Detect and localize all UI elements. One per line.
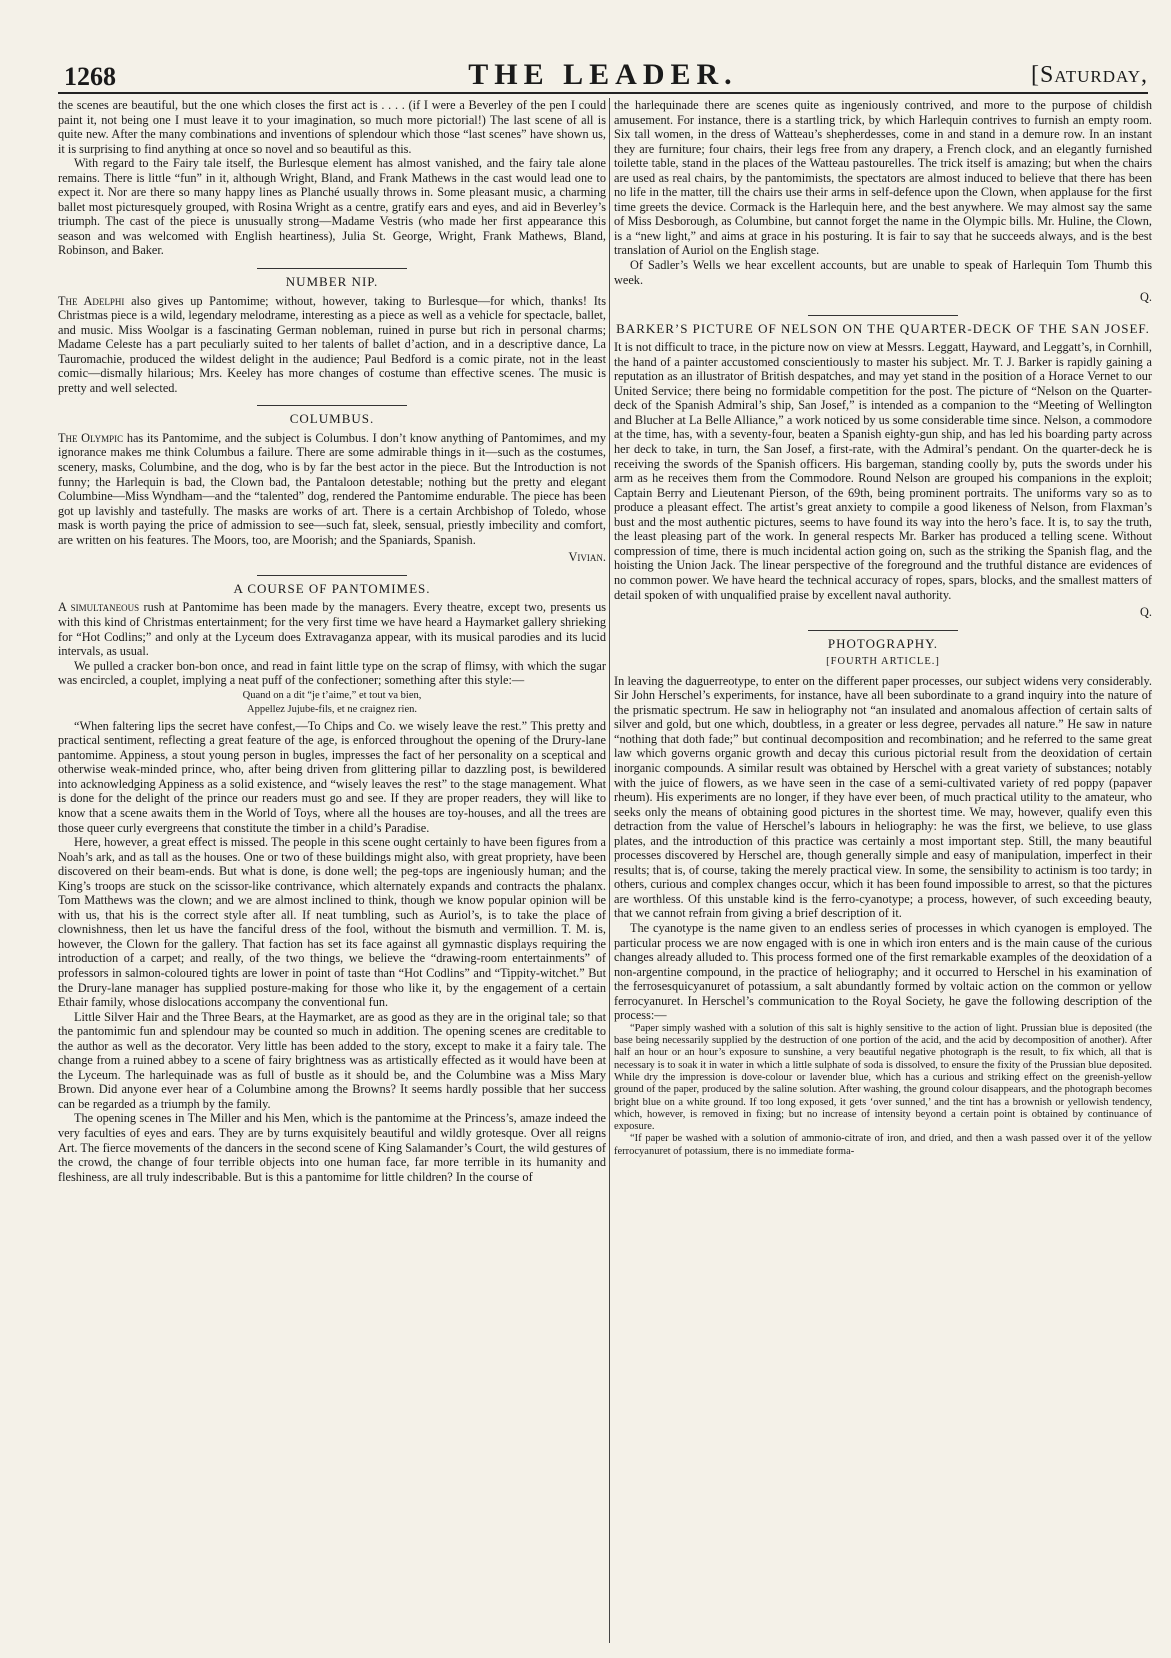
lead-words: The Olympic xyxy=(58,430,124,445)
lead-words: A simultaneous xyxy=(58,600,140,615)
author-signature: Q. xyxy=(1140,290,1152,305)
section-rule xyxy=(257,405,407,406)
section-rule xyxy=(808,315,958,316)
author-signature: Vivian. xyxy=(568,550,606,565)
section-heading-columbus: COLUMBUS. xyxy=(289,411,375,427)
paragraph: The cyanotype is the name given to an endless series of processes in which cyanogen is employed. The particular process we are now engaged with is one in which iron enters and is the main cause of the curious changes already alluded to. This process formed one of the first remarkable examples of the deoxidation of a non-argentine compound, in the practice of heliography; and it occurred to Herschel in his examination of the ferrosesquicyanuret of potassium, a salt abundantly formed by voltaic action on the common or yellow ferrocyanuret. In Herschel’s communication to the Royal Society, he gave the following description of the process:— xyxy=(614,920,1152,1023)
paragraph: Here, however, a great effect is missed. The people in this scene ought certainly to have been figures from a Noah’s ark, and as tall as the houses. One or two of these buildings might also, with great propriety, have been discovered on their beam-ends. But what is done, is done well; the peg-tops are ingeniously human; and the King’s troops are stuck on the scissor-like contrivance, which alternately expands and contracts the phalanx. Tom Matthews was the clown; and we are almost inclined to think, though we know popular opinion will be with us, that his is the correct style after all. If neat tumbling, such as Auriol’s, is to take the place of clownishness, then let us have the fanciful dress of the fool, without the bismuth and vermillion. T. M. is, however, the Clown for the gallery. That faction has set its face against all gymnastic displays requiring the introduction of a carpet; and really, of the two things, we believe the “drawing-room entertainments” of professors in salmon-coloured tights are lower in point of taste than “Hot Codlins” and “Tippity-witchet.” But the Drury-lane manager has supplied posture-making for those who like it, by the engagement of a certain Ethair family, whose dislocations accompany the conventional fun. xyxy=(58,835,606,1010)
right-column xyxy=(614,98,1152,1158)
author-signature: Q. xyxy=(1140,605,1152,620)
left-column xyxy=(58,98,606,1184)
paragraph: The opening scenes in The Miller and his Men, which is the pantomime at the Princess’s, amaze indeed the very faculties of eyes and ears. They are by turns exquisitely beautiful and wildly grotesque. Over all reigns Art. The fierce movements of the dancers in the second scene of King Salamander’s Court, the wild gestures of the crowd, the change of four terrible objects into one human face, far more terrible in its humanity and fleshiness, are all truly indescribable. But is this a pantomime for little children? In the course of xyxy=(58,1111,606,1184)
paragraph: Little Silver Hair and the Three Bears, at the Haymarket, are as good as they are in the original tale; so that the pantomimic fun and splendour may be counted so much in addition. The opening scenes are creditable to the author as well as the decorator. Very little has been added to the story, except to make it a fairy tale. The change from a ruined abbey to a scene of fairy brightness was as artistically effected as it would have been at the Lyceum. The harlequinade was as full of bustle as it should be, and the Columbine was a Miss Mary Brown. Did anyone ever hear of a Columbine among the Browns? It seems hardly possible that her success can be regarded as a triumph by the family. xyxy=(58,1009,606,1111)
paragraph: In leaving the daguerreotype, to enter on the different paper processes, our subject widens very considerably. Sir John Herschel’s experiments, for instance, have all been subordinate to a grand inquiry into the nature of the prismatic spectrum. He saw in heliography not “an insulated and anomalous affection of certain salts of silver and gold, but one which, doubtless, in a greater or less degree, pervades all nature.” He saw in nature “nothing that doth fade;” but continual decomposition and recombination; and he referred to the same great law which governs organic growth and decay this curious pictorial result from the deoxidation of certain inorganic compounds. A similar result was obtained by Herschel with a great variety of substances; notably with the juice of flowers, as we have seen in the case of a semi-cultivated variety of red poppy (papaver rheum). His experiments are no longer, if they have ever been, of much practical utility to the amateur, who seeks only the means of obtaining good pictures in the shortest time. We may, however, qualify even this detraction from the value of Herschel’s labours in heliography: he was the first, we believe, to use glass plates, and the introduction of this practice was certainly a most important step. Still, the many beautiful processes discovered by Herschel are, though generally simple and easy of manipulation, imperfect in their results; that is, of course, taking the merely practical view. In some, the sensibility to actinism is too tardy; in others, curious and complex changes occur, which it has been found impossible to arrest, so that the pictures are worthless. Of this unstable kind is the ferro-cyanotype; a process, however, of such exceeding beauty, that we cannot refrain from giving a brief description of it. xyxy=(614,673,1152,921)
paragraph: It is not difficult to trace, in the picture now on view at Messrs. Leggatt, Hayward, and Leggatt’s, in Cornhill, the hand of a painter accustomed conscientiously to master his subject. Mr. T. J. Barker is rapidly gaining a reputation as an illustrator of British despatches, and may yet stand in the position of a Horace Vernet to our United Service; there being no formidable competition for the post. The picture of “Nelson on the Quarter-deck of the Spanish Admiral’s ship, San Josef,” is intended as a companion to the “Meeting of Wellington and Blucher at La Belle Alliance,” a work noticed by us some considerable time since. Nelson, a commodore at the time, has, with a seventy-four, beaten a Spanish eighty-gun ship, and has led his boarding party across her deck to take, in turn, the San Josef, a first-rate, with the Admiral’s pendant. On the quarter-deck he is receiving the swords of the Spanish officers. His bargeman, standing coolly by, puts the swords under his arm as he receives them from the Commodore. Round Nelson are grouped his companions in the exploit; Captain Berry and Lieutenant Pierson, of the 69th, being prominent portraits. The uniforms vary so as to produce a pleasant effect. The artist’s great anxiety to compile a good likeness of Nelson, from Flaxman’s bust and the most authentic pictures, seems to have found its way into the hero’s face. It is, to say the truth, the least pleasing part of the work. In general respects Mr. Barker has produced a telling scene. Without compression of time, there is much incidental action going on, such as the striking the Spanish flag, and the hoisting the Union Jack. The linear perspective of the foreground and the truthful distance are evidences of no common power. We have heard the technical accuracy of ropes, spars, blocks, and the smallest matters of detail spoken of with unqualified praise by excellent naval authority. xyxy=(614,340,1152,602)
section-rule xyxy=(257,268,407,269)
header-day: [Saturday, xyxy=(1030,62,1148,88)
section-rule xyxy=(257,575,407,576)
section-heading-number-nip: NUMBER NIP. xyxy=(285,274,379,290)
section-heading-pantomimes: A COURSE OF PANTOMIMES. xyxy=(233,580,431,596)
column-divider xyxy=(609,98,610,1643)
verse-line: Appellez Jujube-fils, et ne craignez rien. xyxy=(247,704,417,716)
paragraph: the harlequinade there are scenes quite as ingeniously contrived, and more to the purpose of childish amusement. For instance, there is a startling trick, by which Harlequin contrives to furnish an empty room. Six tall women, in the dress of Watteau’s shepherdesses, come in and stand in a demure row. In an instant they are furniture; four chairs, their legs free from any drapery, a French clock, and an elegantly furnished toilette table, stand in the places of the Watteau pastourelles. The trick itself is amazing; but when the chairs are used as real chairs, by the pantomimists, the spectators are almost induced to believe that there has been no life in the matter, till the chairs use their arms in self-defence upon the Clown, when applause for the first time greets the device. Cormack is the Harlequin here, and the best anywhere. We may almost say the same of Miss Desborough, as Columbine, but cannot forget the name in the Olympic bills. Mr. Huline, the Clown, is a “new light,” and aims at grace in his posturing. It is fair to say that he succeeds always, and is the best translation of Auriol on the English stage. xyxy=(614,98,1152,258)
quotation: “If paper be washed with a solution of ammonio-citrate of iron, and dried, and then a wash passed over it of the yellow ferrocyanuret of potassium, there is no immediate forma- xyxy=(614,1133,1152,1157)
verse-line: Quand on a dit “je t’aime,” et tout va bien, xyxy=(242,689,422,701)
paragraph-text: has its Pantomime, and the subject is Columbus. I don’t know anything of Pantomimes, and my ignorance makes me think Columbus a failure. There are some admirable things in it—such as the costumes, scenery, masks, Columbine, and the dog, who is by far the best actor in the piece. But the Introduction is not funny; the Harlequin is bad, the Clown bad, the Pantaloon detestable; nothing but the pretty and elegant Columbine—Miss Wyndham—and the “talented” dog, rendered the Pantomime endurable. The piece has been got up lavishly and tastefully. The masks are works of art. There is a certain Archbishop of Toledo, whose mask is worth paying the price of admission to see—such fat, sleek, sensual, priestly imbecility and comfort, are written on his features. The Moors, too, are Moorish; and the Spaniards, Spanish. xyxy=(58,430,606,547)
section-subheading: [FOURTH ARTICLE.] xyxy=(826,656,940,668)
paragraph xyxy=(58,431,606,547)
paragraph-text: rush at Pantomime has been made by the managers. Every theatre, except two, presents us with this kind of Christmas entertainment; for the very first time we have heard a Haymarket gallery shrieking for “Hot Codlins;” and only at the Lyceum does Extravaganza appear, with its musical parodies and its lucid intervals, as usual. xyxy=(58,600,606,659)
paragraph: “When faltering lips the secret have confest,—To Chips and Co. we wisely leave the rest.” This pretty and practical sentiment, reflecting a great feature of the age, is enforced throughout the opening of the Drury-lane pantomime. Appiness, a stout young person in bugles, impresses the fact of her personality on a sceptical and otherwise weak-minded prince, who, after being driven from glittering pillar to dazzling post, is bewildered into acknowledging Appiness as a solid existence, and “wisely leaves the rest” to the stage management. What is done for the delight of the prince our readers must go and see. If they are proper readers, they will like to know that a scene awaits them in the World of Toys, where all the houses are toy-houses, and all the trees are those queer curly evergreens that constitute the timber in a child’s Paradise. xyxy=(58,718,606,835)
paragraph: the scenes are beautiful, but the one which closes the first act is . . . . (if I were a Beverley of the pen I could paint it, not being one I must leave it to your imagination, so much more pictorial!) The last scene of all is quite new. After the many combinations and inventions of splendour which those “last scenes” have shown us, it is surprising to find anything at once so novel and so beautiful as this. xyxy=(58,98,606,156)
paragraph xyxy=(58,294,606,396)
paragraph: With regard to the Fairy tale itself, the Burlesque element has almost vanished, and the fairy tale alone remains. There is little “fun” in it, although Wright, Bland, and Frank Mathews in the cast would lead one to expect it. Nor are there so many happy lines as Planché usually throws in. Some pleasant music, a charming ballet most picturesquely grouped, with Rosina Wright as a centre, gratify ears and eyes, and aid in Beverley’s triumph. The cast of the piece is unusually strong—Madame Vestris (who made her first appearance this season and was welcomed with English heartiness), Julia St. George, Wright, Frank Mathews, Bland, Robinson, and Baker. xyxy=(58,156,606,258)
masthead-title: THE LEADER. xyxy=(468,58,738,91)
paragraph-text: also gives up Pantomime; without, however, taking to Burlesque—for which, thanks! Its Christmas piece is a wild, legendary melodrame, interesting as a piece as well as a vehicle for spectacle, ballet, and music. Miss Woolgar is a fascinating German nobleman, ruined in purse but rich in personal charms; Madame Celeste has a part peculiarly suited to her talents of ballet d’action, and in a descriptive dance, La Tauromachie, produced the wildest delight in the audience; Paul Bedford is a comic pirate, not in the least comic—dismally hilarious; Mrs. Keeley has more changes of costume than effective scenes. The music is pretty and well selected. xyxy=(58,293,607,395)
paragraph: We pulled a cracker bon-bon once, and read in faint little type on the scrap of flimsy, with which the sugar was encircled, a couplet, implying a neat puff of the confectioner; something after this style:— xyxy=(58,658,606,688)
lead-words: The Adelphi xyxy=(58,293,125,308)
section-rule xyxy=(808,630,958,631)
page-header xyxy=(58,58,1148,94)
paragraph xyxy=(58,600,606,658)
section-heading-photography: PHOTOGRAPHY. xyxy=(827,635,939,651)
page-number: 1268 xyxy=(64,62,116,91)
quotation: “Paper simply washed with a solution of this salt is highly sensitive to the action of light. Prussian blue is deposited (the base being necessarily supplied by the destruction of one portion of the acid, and the acid by decomposition of another). After half an hour or an hour’s exposure to sunshine, a very beautiful negative photograph is the result, to fix which, all that is necessary is to soak it in water in which a little sulphate of soda is dissolved, to ensure the fixity of the Prussian blue deposited. While dry the impression is dove-colour or lavender blue, which has a curious and striking effect on the greenish-yellow ground of the paper, produced by the saline solution. After washing, the ground colour disappears, and the photograph becomes bright blue on a white ground. If too long exposed, it gets ‘over sunned,’ and the tint has a brownish or yellowish tendency, which, however, is removed in fixing; but no increase of intensity beyond a certain point is obtained by continuance of exposure. xyxy=(614,1022,1152,1133)
paragraph: Of Sadler’s Wells we hear excellent accounts, but are unable to speak of Harlequin Tom Thumb this week. xyxy=(614,258,1152,287)
section-heading-barker: BARKER’S PICTURE OF NELSON ON THE QUARTER-DECK OF THE SAN JOSEF. xyxy=(616,320,1150,336)
